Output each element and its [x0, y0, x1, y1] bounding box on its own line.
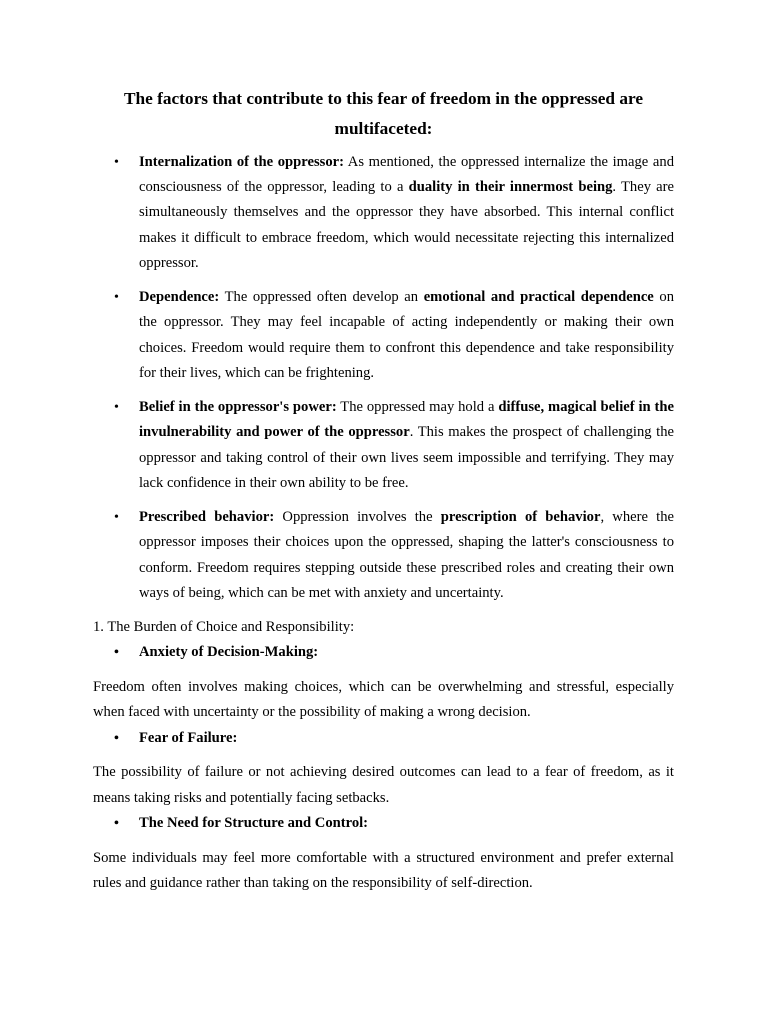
sub-item-label: [93, 811, 674, 836]
factor-text: As mentioned, the oppressed internalize the image and consciousness of the oppressor, leading to a: [139, 154, 674, 196]
factor-label: Dependence:: [139, 289, 220, 306]
bullet-icon: •: [114, 400, 119, 416]
factor-emphasis: prescription of behavior: [440, 509, 601, 526]
sub-item-label: [93, 726, 674, 751]
bullet-icon: •: [114, 290, 119, 306]
sub-list-failure: [93, 726, 674, 751]
sub-item-paragraph: Freedom often involves making choices, which can be overwhelming and stressful, especially when faced with uncertainty or the possibility of making a wrong decision.: [93, 679, 674, 721]
factor-label: Prescribed behavior:: [139, 509, 275, 526]
sub-list-structure: [93, 811, 674, 836]
factor-item-internalization: [93, 150, 674, 276]
bullet-icon: •: [114, 155, 119, 170]
factor-text: , where the oppressor imposes their choices upon the oppressed, shaping the latter's consciousness to conform. Freedom requires stepping outside these prescribed roles and creating their own ways of being, which can be met with anxiety and uncertainty.: [139, 509, 674, 601]
factor-item-prescribed: [93, 505, 674, 606]
factor-item-belief: [93, 395, 674, 496]
sub-item-paragraph: The possibility of failure or not achieving desired outcomes can lead to a fear of freedom, as it means taking risks and potentially facing setbacks.: [93, 764, 674, 806]
sub-list-anxiety: [93, 640, 674, 665]
factor-label: Belief in the oppressor's power:: [139, 399, 337, 416]
factor-text: . They are simultaneously themselves and the oppressor they have absorbed. This internal conflict makes it difficult to embrace freedom, which would necessitate rejecting this internalized oppressor.: [139, 179, 674, 271]
factor-label: Internalization of the oppressor:: [139, 154, 344, 170]
factor-emphasis: diffuse, magical belief in the invulnerability and power of the oppressor: [139, 399, 674, 441]
bullet-icon: •: [114, 510, 119, 526]
sub-item-paragraph: Some individuals may feel more comfortable with a structured environment and prefer external rules and guidance rather than taking on the responsibility of self-direction.: [93, 849, 674, 891]
sub-item-title: The Need for Structure and Control:: [139, 814, 369, 831]
page-title: The factors that contribute to this fear of freedom in the oppressed are multifaceted:: [123, 89, 643, 138]
factor-text: Oppression involves the: [274, 509, 441, 526]
sub-item-title: Anxiety of Decision-Making:: [139, 644, 319, 661]
section-heading: 1. The Burden of Choice and Responsibility:: [93, 619, 355, 636]
factor-text: The oppressed may hold a: [336, 399, 499, 416]
bullet-icon: •: [114, 645, 119, 661]
sub-item-title: Fear of Failure:: [139, 729, 238, 746]
factor-emphasis: duality in their innermost being: [408, 179, 613, 196]
factor-text: on the oppressor. They may feel incapable of acting independently or making their own choices. Freedom would require them to confront this dependence and take responsibility for their lives, which can be frightening.: [139, 289, 674, 381]
bullet-icon: •: [114, 815, 119, 831]
factor-text: . This makes the prospect of challenging the oppressor and taking control of their own lives seem impossible and terrifying. They may lack confidence in their own ability to be free.: [139, 424, 674, 491]
bullet-icon: •: [114, 730, 119, 746]
factor-text: The oppressed often develop an: [219, 289, 424, 306]
factor-item-dependence: [93, 285, 674, 386]
factors-list: [93, 150, 674, 606]
sub-item-label: [93, 640, 674, 665]
factor-emphasis: emotional and practical dependence: [423, 289, 654, 306]
